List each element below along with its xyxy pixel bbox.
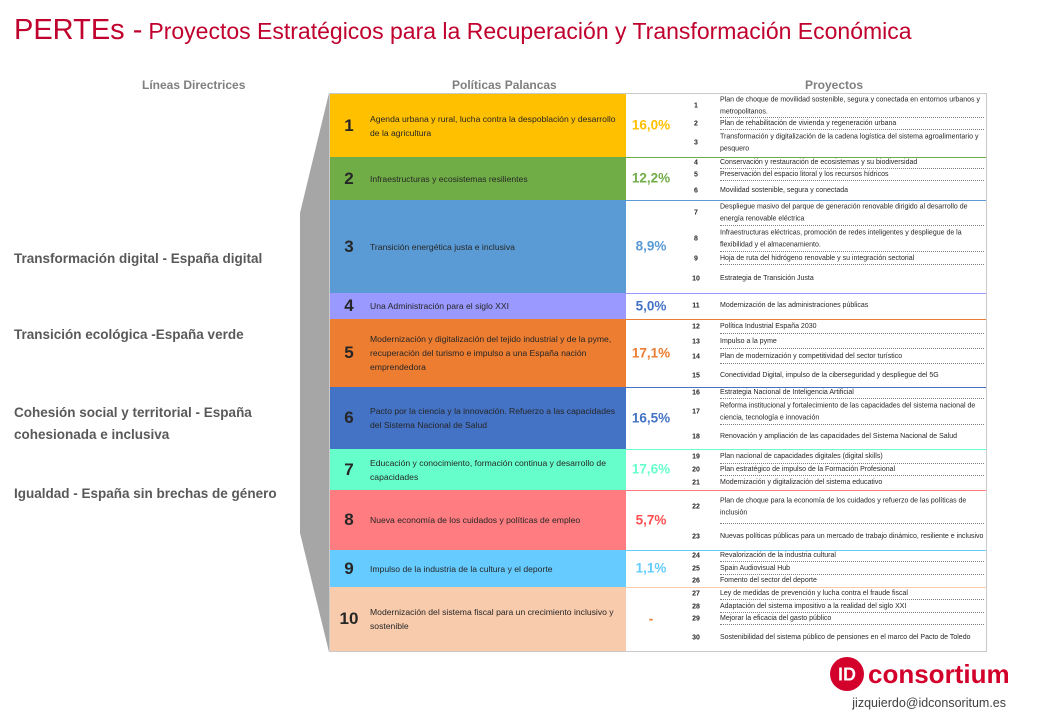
- lever-percentage: 5,0%: [635, 298, 667, 313]
- lever-row: [330, 293, 986, 319]
- lever-title: Nueva economía de los cuidados y políticas de empleo: [370, 515, 581, 525]
- page-title: [14, 14, 912, 47]
- lever-title: Educación y conocimiento, formación continua y desarrollo de capacidades: [370, 457, 606, 482]
- lever-percentage: 16,5%: [631, 410, 671, 425]
- project-title: Plan de modernización y competitividad del sector turístico: [720, 352, 903, 360]
- lever-row: [330, 449, 986, 490]
- project-title: Hoja de ruta del hidrógeno renovable y su integración sectorial: [720, 254, 915, 262]
- row-separator: [330, 319, 986, 320]
- lever-percentage-cell: [626, 550, 676, 587]
- project-item: [676, 490, 986, 524]
- idconsortium-logo: [830, 656, 1010, 692]
- project-item: [676, 169, 986, 181]
- lever-percentage: -: [648, 611, 654, 626]
- title-main: PERTEs -: [14, 14, 143, 46]
- project-item: [676, 425, 986, 449]
- svg-text:ID: ID: [838, 664, 856, 685]
- title-subtitle: Proyectos Estratégicos para la Recuperación y Transformación Económica: [148, 18, 912, 44]
- projects-cell: [676, 157, 986, 200]
- lever-cell: [330, 387, 626, 449]
- lever-percentage: 5,7%: [635, 512, 667, 527]
- project-item: [676, 575, 986, 587]
- lever-percentage-cell: [626, 387, 676, 449]
- project-item: [676, 524, 986, 550]
- project-title: Política Industrial España 2030: [720, 322, 817, 330]
- project-number: 29: [692, 615, 700, 623]
- project-number: 27: [692, 590, 700, 597]
- linea-item: Cohesión social y territorial - España cohesionada e inclusiva: [14, 405, 252, 442]
- project-number: 13: [692, 338, 700, 345]
- lever-row: [330, 200, 986, 293]
- lever-percentage-cell: [626, 157, 676, 200]
- project-title: Estrategia Nacional de Inteligencia Artificial: [720, 389, 854, 397]
- row-separator: [330, 200, 986, 201]
- project-title: Renovación y ampliación de las capacidades del Sistema Nacional de Salud: [720, 433, 957, 441]
- project-item: [676, 118, 986, 130]
- project-number: 30: [692, 634, 700, 642]
- project-title: Modernización y digitalización del sistema educativo: [720, 479, 883, 487]
- project-title: Mejorar la eficacia del gasto público: [720, 615, 832, 623]
- project-number: 5: [694, 171, 698, 179]
- project-title: Preservación del espacio litoral y los recursos hídricos: [720, 171, 889, 179]
- lever-percentage: 12,2%: [631, 170, 671, 186]
- lever-number: 8: [344, 510, 354, 529]
- linea-item: Transformación digital - España digital: [14, 251, 263, 266]
- project-item: [676, 334, 986, 349]
- project-title: Plan de choque para la economía de los cuidados y refuerzo de las políticas de inclusión: [720, 497, 967, 516]
- project-title: Revalorización de la industria cultural: [720, 552, 836, 560]
- project-item: [676, 449, 986, 464]
- lever-percentage: 16,0%: [631, 117, 671, 133]
- lever-row: [330, 387, 986, 449]
- project-number: 4: [694, 159, 698, 167]
- lever-cell: [330, 550, 626, 587]
- project-item: [676, 130, 986, 156]
- project-number: 21: [692, 479, 700, 487]
- project-number: 17: [692, 408, 700, 416]
- lever-number: 6: [344, 408, 354, 427]
- lever-percentage: 17,6%: [631, 461, 671, 477]
- project-number: 1: [694, 102, 698, 110]
- column-header-lineas: Líneas Directrices: [142, 78, 246, 92]
- project-title: Plan de rehabilitación de vivienda y regeneración urbana: [720, 120, 897, 128]
- project-item: [676, 349, 986, 364]
- project-title: Infraestructuras eléctricas, promoción de redes inteligentes y despliegue de la flexibilidad y el almacenamiento.: [720, 229, 962, 248]
- project-item: [676, 399, 986, 425]
- lever-title: Impulso de la industria de la cultura y el deporte: [370, 563, 553, 574]
- lever-title: Transición energética justa e inclusiva: [370, 241, 515, 252]
- project-number: 25: [692, 565, 700, 572]
- lever-row: [330, 157, 986, 200]
- project-item: [676, 94, 986, 118]
- column-header-proyectos: Proyectos: [805, 78, 864, 92]
- lever-number: 7: [344, 459, 354, 479]
- lever-percentage: 17,1%: [631, 345, 671, 360]
- project-item: [676, 550, 986, 562]
- lever-cell: [330, 293, 626, 319]
- lever-title: Modernización del sistema fiscal para un crecimiento inclusivo y sostenible: [370, 607, 614, 631]
- project-number: 9: [694, 255, 698, 262]
- svg-text:consortium: consortium: [868, 659, 1010, 689]
- row-separator: [330, 490, 986, 491]
- project-number: 6: [694, 187, 698, 194]
- project-item: [676, 200, 986, 226]
- project-item: [676, 625, 986, 651]
- project-item: [676, 265, 986, 293]
- project-title: Fomento del sector del deporte: [720, 577, 817, 585]
- row-separator: [330, 293, 986, 294]
- project-item: [676, 464, 986, 476]
- lever-cell: [330, 587, 626, 651]
- project-item: [676, 252, 986, 265]
- lever-percentage-cell: [626, 490, 676, 550]
- lever-row: [330, 490, 986, 550]
- project-title: Despliegue masivo del parque de generación renovable dirigido al desarrollo de energía renovable eléctrica: [720, 203, 968, 222]
- project-number: 14: [692, 353, 700, 360]
- project-number: 10: [692, 275, 700, 283]
- project-number: 24: [692, 552, 700, 560]
- lever-percentage-cell: [626, 293, 676, 319]
- project-item: [676, 319, 986, 334]
- project-number: 22: [692, 503, 700, 511]
- linea-item: Transición ecológica -España verde: [14, 327, 244, 342]
- lever-cell: [330, 200, 626, 293]
- project-number: 8: [694, 235, 698, 243]
- lever-cell: [330, 319, 626, 387]
- lever-title: Agenda urbana y rural, lucha contra la despoblación y desarrollo de la agricultura: [370, 113, 616, 138]
- projects-cell: [676, 587, 986, 651]
- row-separator: [330, 587, 986, 588]
- project-item: [676, 476, 986, 490]
- project-title: Spain Audiovisual Hub: [720, 564, 791, 572]
- lever-cell: [330, 157, 626, 200]
- lever-title: Modernización y digitalización del tejido industrial y de la pyme, recuperación del turismo e impulso a una España nación emprendedora: [370, 334, 612, 372]
- project-number: 18: [692, 433, 700, 441]
- lever-percentage-cell: [626, 449, 676, 490]
- project-item: [676, 364, 986, 387]
- projects-cell: [676, 293, 986, 319]
- lever-row: [330, 550, 986, 587]
- lever-percentage: 8,9%: [635, 238, 667, 254]
- connector-wedge: [300, 93, 330, 652]
- project-number: 20: [692, 466, 700, 474]
- project-title: Estrategia de Transición Justa: [720, 275, 814, 283]
- project-title: Sostenibilidad del sistema público de pensiones en el marco del Pacto de Toledo: [720, 634, 971, 642]
- lever-title: Pacto por la ciencia y la innovación. Refuerzo a las capacidades del Sistema Nacional de Salud: [370, 406, 616, 430]
- row-separator: [330, 157, 986, 158]
- project-number: 15: [692, 372, 700, 379]
- lever-percentage: 1,1%: [635, 560, 667, 576]
- lever-row: [330, 319, 986, 387]
- lever-cell: [330, 490, 626, 550]
- project-title: Plan estratégico de impulso de la Formación Profesional: [720, 466, 896, 474]
- projects-cell: [676, 319, 986, 387]
- project-number: 23: [692, 533, 700, 541]
- lever-cell: [330, 449, 626, 490]
- lever-cell: [330, 94, 626, 157]
- projects-cell: [676, 94, 986, 157]
- projects-cell: [676, 550, 986, 587]
- project-item: [676, 293, 986, 319]
- project-number: 3: [694, 139, 698, 147]
- project-item: [676, 387, 986, 399]
- projects-cell: [676, 490, 986, 550]
- levers-table: [329, 93, 987, 652]
- lever-row: [330, 94, 986, 157]
- row-separator: [330, 550, 986, 551]
- project-title: Nuevas políticas públicas para un mercado de trabajo dinámico, resiliente e inclusivo: [720, 533, 984, 541]
- project-title: Plan nacional de capacidades digitales (digital skills): [720, 452, 883, 460]
- lever-percentage-cell: [626, 587, 676, 651]
- project-item: [676, 613, 986, 625]
- lever-number: 10: [339, 609, 359, 628]
- project-item: [676, 226, 986, 252]
- project-title: Impulso a la pyme: [720, 337, 777, 345]
- project-title: Movilidad sostenible, segura y conectada: [720, 186, 849, 194]
- projects-cell: [676, 449, 986, 490]
- lever-number: 5: [344, 343, 354, 362]
- lever-number: 3: [344, 236, 354, 256]
- projects-cell: [676, 387, 986, 449]
- project-title: Transformación y digitalización de la cadena logística del sistema agroalimentario y pesquero: [720, 133, 979, 152]
- project-number: 7: [694, 209, 698, 217]
- project-number: 11: [692, 302, 700, 310]
- project-title: Plan de choque de movilidad sostenible, segura y conectada en entornos urbanos y metropolitanos.: [720, 96, 980, 115]
- project-number: 26: [692, 577, 700, 585]
- project-title: Conectividad Digital, impulso de la ciberseguridad y despliegue del 5G: [720, 371, 939, 379]
- project-item: [676, 587, 986, 600]
- project-number: 2: [694, 120, 698, 128]
- project-item: [676, 562, 986, 575]
- lever-percentage-cell: [626, 200, 676, 293]
- projects-cell: [676, 200, 986, 293]
- project-item: [676, 181, 986, 200]
- project-number: 28: [692, 603, 700, 610]
- project-number: 12: [692, 323, 700, 330]
- lever-number: 9: [344, 558, 354, 578]
- row-separator: [330, 387, 986, 388]
- lever-row: [330, 587, 986, 651]
- project-title: Ley de medidas de prevención y lucha contra el fraude fiscal: [720, 589, 908, 597]
- project-title: Modernización de las administraciones públicas: [720, 302, 869, 310]
- project-title: Adaptación del sistema impositivo a la realidad del siglo XXI: [720, 602, 907, 610]
- lever-title: Una Administración para el siglo XXI: [370, 301, 510, 311]
- lever-title: Infraestructuras y ecosistemas resilientes: [370, 173, 528, 184]
- lever-number: 4: [344, 296, 354, 315]
- project-number: 16: [692, 389, 700, 397]
- linea-item: Igualdad - España sin brechas de género: [14, 486, 277, 501]
- lever-percentage-cell: [626, 319, 676, 387]
- project-item: [676, 600, 986, 613]
- project-number: 19: [692, 453, 700, 460]
- lever-percentage-cell: [626, 94, 676, 157]
- project-item: [676, 157, 986, 169]
- project-title: Reforma institucional y fortalecimiento de las capacidades del sistema nacional de ciencia, tecnología e innovación: [720, 402, 976, 421]
- contact-email: jizquierdo@idconsoritum.es: [852, 696, 1006, 710]
- lever-number: 2: [344, 168, 354, 188]
- project-title: Conservación y restauración de ecosistemas y su biodiversidad: [720, 159, 918, 167]
- lever-number: 1: [344, 115, 354, 135]
- column-header-politicas: Políticas Palancas: [452, 78, 557, 92]
- row-separator: [330, 449, 986, 450]
